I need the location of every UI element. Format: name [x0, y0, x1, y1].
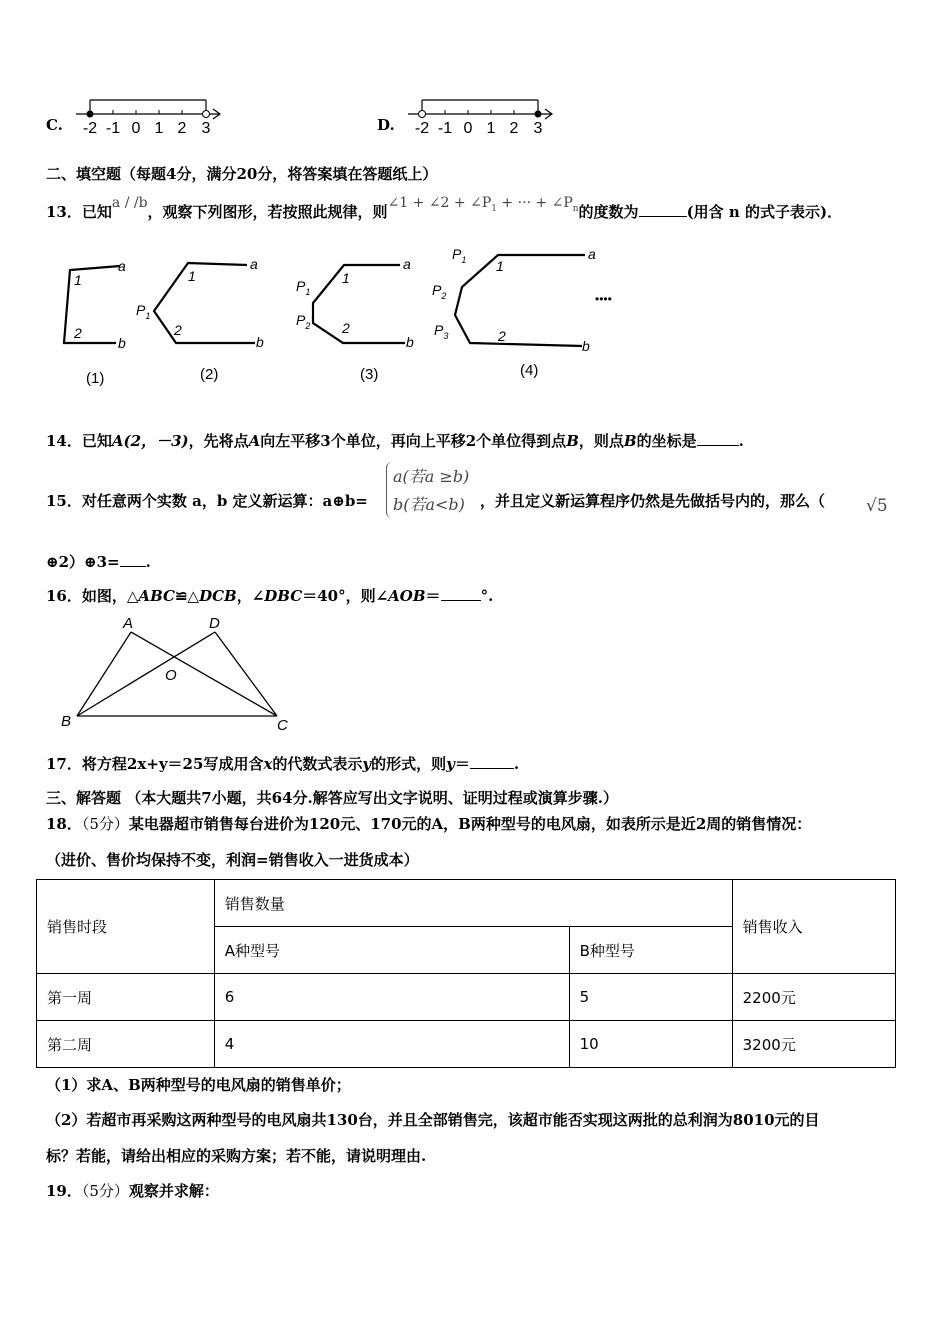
svg-text:a: a [403, 256, 411, 272]
tick-label: -2 [82, 120, 98, 137]
tick-label: 2 [509, 120, 519, 137]
piecewise-case-2: b(若a<b) [393, 495, 465, 514]
tick-label: 2 [177, 120, 187, 137]
answer-blank[interactable] [697, 445, 739, 446]
option-c-label: C. [46, 116, 63, 134]
parallel-condition: a / /b [111, 195, 148, 211]
answer-blank[interactable] [120, 566, 146, 567]
svg-text:(4): (4) [520, 362, 539, 379]
tick-label: 0 [131, 120, 141, 137]
question-16: 16．如图，△ABC≌△DCB，∠DBC＝40°，则∠AOB＝ °. [46, 587, 494, 605]
question-14: 14．已知A(2，－3)，先将点A向左平移3个单位，再向上平移2个单位得到点B，则点B的坐标是 . [46, 432, 744, 450]
table-row: 第二周 4 10 3200元 [37, 1021, 896, 1068]
svg-text:P3: $P_3$ [434, 322, 449, 341]
question-17: 17．将方程2x+y＝25写成用含x的代数式表示y的形式，则y＝ . [46, 755, 520, 773]
header-quantity: 销售数量 [214, 880, 732, 927]
header-period: 销售时段 [37, 880, 215, 974]
svg-text:1: 1 [188, 268, 196, 284]
svg-text:P1: $P_1$ [452, 246, 467, 265]
svg-text:b: b [582, 338, 590, 354]
continuation-dots: •••• [595, 292, 612, 306]
answer-blank[interactable] [470, 768, 514, 769]
question-13: 13．已知a / /b，观察下列图形，若按照此规律，则∠1 + ∠2 + $\angle P_1$ + ··· + $\angle P_n$的度数为 (用含 n 的式子表示)． [46, 195, 843, 221]
svg-text:a: a [118, 258, 126, 274]
section-2-heading: 二、填空题（每题4分，满分20分，将答案填在答题纸上） [46, 165, 438, 183]
tick-label: 3 [533, 120, 543, 137]
table-row: 第一周 6 5 2200元 [37, 974, 896, 1021]
option-c-number-line [72, 92, 232, 142]
closed-dot [87, 111, 94, 118]
question-number: 13． [46, 203, 82, 221]
q16-triangle-figure [55, 612, 295, 737]
closed-dot [535, 111, 542, 118]
tick-label: -1 [105, 120, 121, 137]
svg-text:2: 2 [74, 325, 82, 341]
question-18-part-2a: （2）若超市再采购这两种型号的电风扇共130台，并且全部销售完，该超市能否实现这两批的总利润为8010元的目 [46, 1111, 820, 1129]
sqrt-5: √5 [866, 496, 888, 516]
tick-label: -2 [414, 120, 430, 137]
svg-text:2: 2 [342, 320, 350, 336]
header-type-b: B种型号 [569, 927, 732, 974]
svg-text:1: 1 [342, 270, 350, 286]
svg-text:1: 1 [74, 272, 82, 288]
question-15-tail: ，并且定义新运算程序仍然是先做括号内的，那么（ [480, 492, 826, 510]
svg-text:b: b [406, 334, 414, 350]
question-15-line2: ⊕2）⊕3= . [46, 553, 151, 571]
svg-text:P2: $P_2$ [296, 312, 311, 331]
svg-text:(3): (3) [360, 366, 379, 383]
open-dot [419, 111, 426, 118]
answer-blank[interactable] [441, 600, 481, 601]
question-18: 18．（5分）某电器超市销售每台进价为120元、170元的A，B两种型号的电风扇，如表所示是近2周的销售情况： [46, 815, 812, 833]
svg-text:D: D [209, 615, 220, 632]
question-18-part-2b: 标？若能，请给出相应的采购方案；若不能，请说明理由. [46, 1147, 427, 1165]
open-dot [203, 111, 210, 118]
svg-text:2: 2 [498, 328, 506, 344]
svg-text:b: b [118, 335, 126, 351]
piecewise-case-1: a(若a ≥b) [393, 467, 470, 486]
answer-blank[interactable] [639, 216, 687, 217]
svg-text:a: a [588, 246, 596, 262]
tick-label: 0 [463, 120, 473, 137]
header-income: 销售收入 [732, 880, 895, 974]
svg-text:(1): (1) [86, 370, 105, 387]
svg-text:B: B [61, 713, 72, 730]
option-d-label: D. [377, 116, 395, 134]
question-18-part-1: （1）求A、B两种型号的电风扇的销售单价； [46, 1076, 351, 1094]
svg-text:A: A [123, 615, 134, 632]
tick-label: 1 [154, 120, 164, 137]
fig2-lines [154, 263, 255, 343]
fig4-lines [455, 255, 585, 346]
svg-text:P2: $P_2$ [432, 282, 447, 301]
svg-text:P1: $P_1$ [136, 302, 151, 321]
header-type-a: A种型号 [214, 927, 569, 974]
tick-label: 1 [486, 120, 496, 137]
question-15-line1: 15．对任意两个实数 a，b 定义新运算：a⊕b= [46, 492, 368, 510]
svg-text:(2): (2) [200, 366, 219, 383]
q13-figure [50, 243, 650, 393]
svg-text:2: 2 [174, 322, 182, 338]
svg-text:C: C [277, 717, 288, 734]
fig1-lines [64, 266, 120, 343]
option-d-number-line [404, 92, 564, 142]
tick-label: -1 [437, 120, 453, 137]
svg-text:O: O [165, 667, 177, 684]
tick-label: 3 [201, 120, 211, 137]
fig3-lines [313, 265, 405, 343]
sales-table [36, 879, 896, 1068]
svg-text:b: b [256, 334, 264, 350]
question-18-note: （进价、售价均保持不变，利润=销售收入一进货成本） [46, 851, 419, 869]
angle-sum-expression: ∠1 + ∠2 + $\angle P_1$ + ··· + $\angle P_n$ [387, 195, 579, 214]
svg-text:a: a [250, 256, 258, 272]
question-19: 19．（5分）观察并求解： [46, 1182, 219, 1200]
section-3-heading: 三、解答题 （本大题共7小题，共64分.解答应写出文字说明、证明过程或演算步骤.） [46, 789, 618, 807]
svg-text:1: 1 [496, 258, 504, 274]
svg-text:P1: $P_1$ [296, 278, 311, 297]
